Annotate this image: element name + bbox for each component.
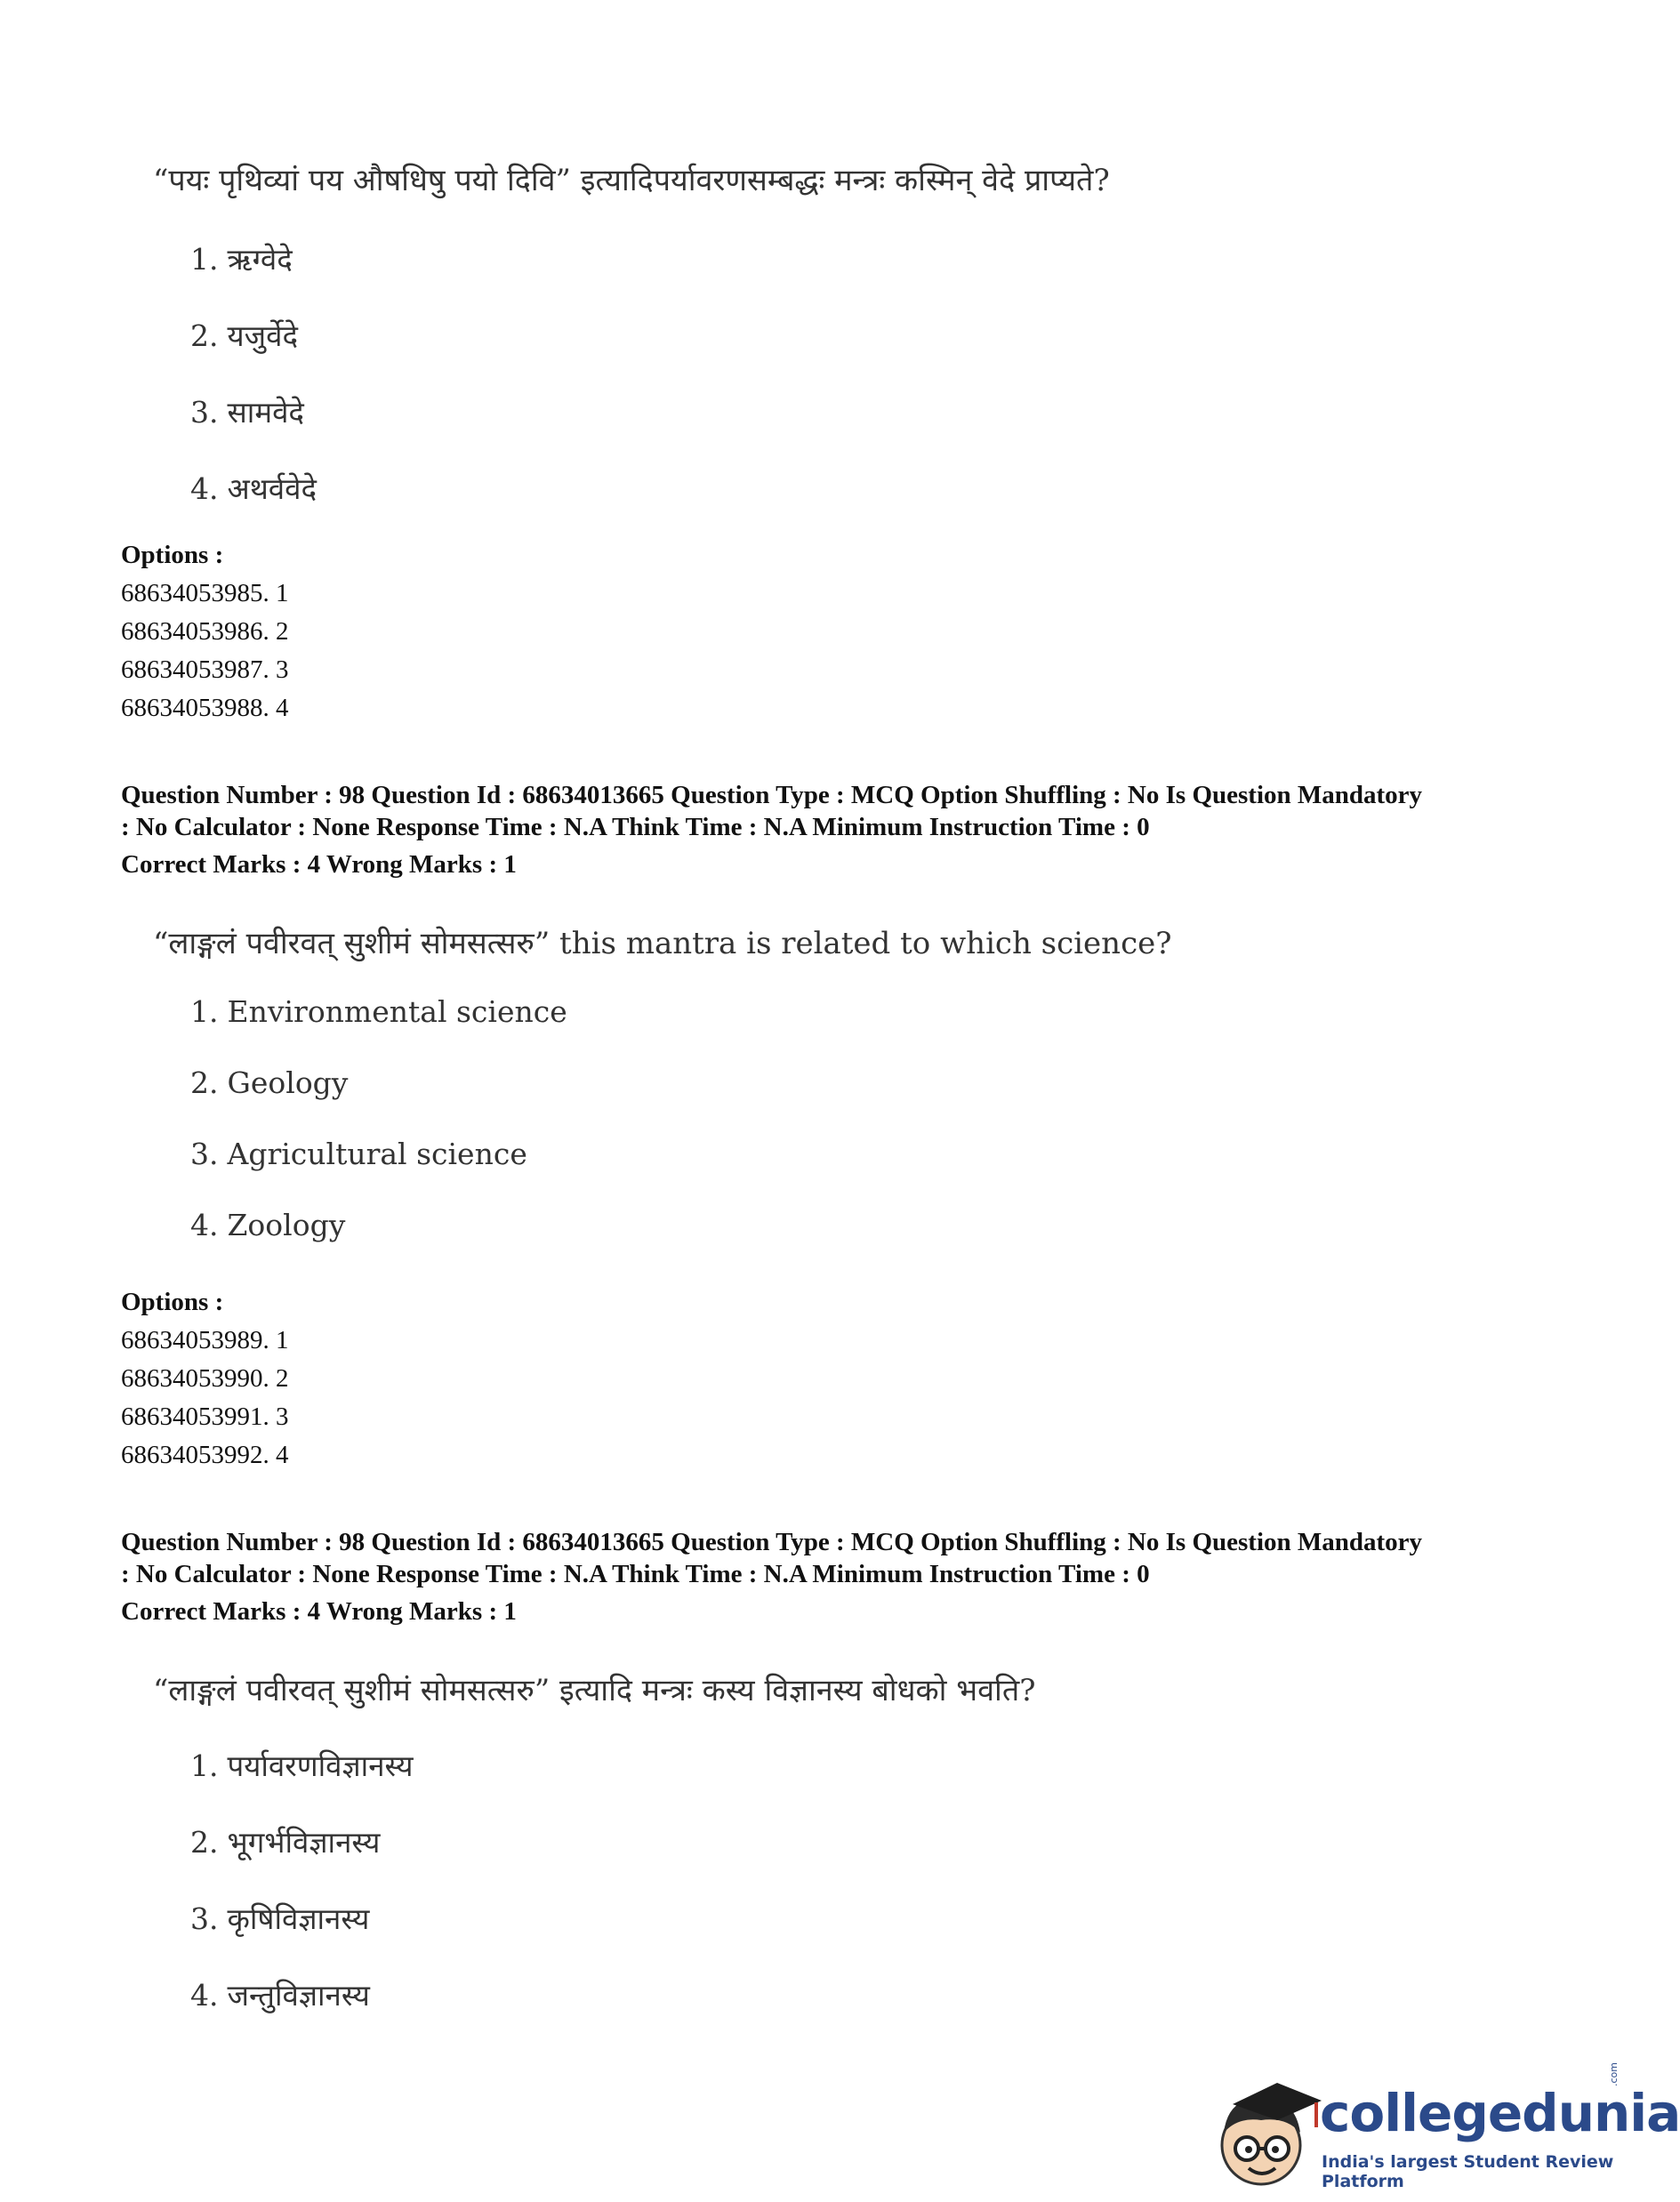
answer-choice bbox=[190, 238, 293, 278]
options-title: Options : bbox=[121, 1288, 224, 1316]
choice-text: पर्यावरणविज्ञानस्य bbox=[227, 1748, 414, 1783]
collegedunia-logo bbox=[1206, 2062, 1680, 2195]
answer-choice bbox=[190, 1065, 348, 1100]
choice-number: 4. bbox=[190, 1978, 219, 2013]
question-meta-line: : No Calculator : None Response Time : N.A Think Time : N.A Minimum Instruction Time : 0 bbox=[121, 1560, 1150, 1588]
choice-text: कृषिविज्ञानस्य bbox=[227, 1901, 370, 1936]
choice-text: ऋग्वेदे bbox=[227, 242, 293, 277]
choice-number: 1. bbox=[190, 1748, 219, 1783]
option-id: 68634053985. 1 bbox=[121, 579, 289, 607]
option-id: 68634053988. 4 bbox=[121, 694, 289, 722]
option-id: 68634053991. 3 bbox=[121, 1402, 289, 1431]
answer-choice bbox=[190, 1974, 370, 2014]
choice-text: यजुर्वेदे bbox=[227, 318, 298, 353]
answer-choice bbox=[190, 1208, 345, 1242]
choice-text: अथर्ववेदे bbox=[227, 471, 318, 506]
question-meta bbox=[121, 779, 1544, 880]
brand-tld: .com bbox=[1608, 2062, 1620, 2086]
option-id: 68634053990. 2 bbox=[121, 1364, 289, 1393]
choice-number: 4. bbox=[190, 1208, 219, 1242]
answer-choice bbox=[190, 315, 298, 355]
answer-choice bbox=[190, 994, 567, 1029]
choice-number: 3. bbox=[190, 1901, 219, 1936]
question-marks: Correct Marks : 4 Wrong Marks : 1 bbox=[121, 850, 517, 879]
answer-choice bbox=[190, 1745, 414, 1785]
choice-text: भूगर्भविज्ञानस्य bbox=[227, 1825, 381, 1860]
answer-choice bbox=[190, 1898, 369, 1938]
choice-number: 2. bbox=[190, 318, 219, 353]
choice-text: Agricultural science bbox=[227, 1137, 527, 1171]
choice-text: Zoology bbox=[227, 1208, 346, 1242]
choice-number: 2. bbox=[190, 1065, 219, 1100]
choice-text: Environmental science bbox=[227, 994, 567, 1029]
choice-number: 1. bbox=[190, 994, 219, 1029]
choice-text: Geology bbox=[227, 1065, 349, 1100]
question-meta-line: : No Calculator : None Response Time : N.A Think Time : N.A Minimum Instruction Time : 0 bbox=[121, 813, 1150, 841]
choice-text: सामवेदे bbox=[227, 395, 304, 430]
choice-number: 3. bbox=[190, 395, 219, 430]
choice-number: 2. bbox=[190, 1825, 219, 1860]
question-meta bbox=[121, 1526, 1544, 1627]
question-meta-line: Question Number : 98 Question Id : 68634013665 Question Type : MCQ Option Shuffling : No Is Question Mandatory bbox=[121, 1528, 1423, 1556]
option-id: 68634053987. 3 bbox=[121, 655, 289, 684]
option-id: 68634053989. 1 bbox=[121, 1326, 289, 1354]
mascot-icon bbox=[1206, 2070, 1330, 2195]
question-marks: Correct Marks : 4 Wrong Marks : 1 bbox=[121, 1597, 517, 1626]
choice-number: 3. bbox=[190, 1137, 219, 1171]
answer-choice bbox=[190, 1821, 380, 1861]
choice-text: जन्तुविज्ञानस्य bbox=[227, 1978, 370, 2013]
answer-choice bbox=[190, 1137, 527, 1171]
answer-choice bbox=[190, 468, 317, 508]
choice-number: 4. bbox=[190, 471, 219, 506]
question-text: “लाङ्गलं पवीरवत् सुशीमं सोमसत्सरु” this mantra is related to which science? bbox=[153, 926, 1172, 961]
brand-tagline: India's largest Student Review Platform bbox=[1322, 2152, 1614, 2191]
choice-number: 1. bbox=[190, 242, 219, 277]
option-id: 68634053986. 2 bbox=[121, 617, 289, 646]
options-title: Options : bbox=[121, 541, 224, 569]
answer-choice bbox=[190, 391, 304, 431]
question-text: “पयः पृथिव्यां पय औषधिषु पयो दिवि” इत्यादिपर्यावरणसम्बद्धः मन्त्रः कस्मिन् वेदे प्राप्यते? bbox=[153, 163, 1110, 198]
question-meta-line: Question Number : 98 Question Id : 68634013665 Question Type : MCQ Option Shuffling : No Is Question Mandatory bbox=[121, 781, 1423, 809]
brand-name: collegedunia bbox=[1320, 2083, 1680, 2143]
option-id: 68634053992. 4 bbox=[121, 1441, 289, 1469]
question-text: “लाङ्गलं पवीरवत् सुशीमं सोमसत्सरु” इत्यादि मन्त्रः कस्य विज्ञानस्य बोधको भवति? bbox=[153, 1673, 1036, 1708]
